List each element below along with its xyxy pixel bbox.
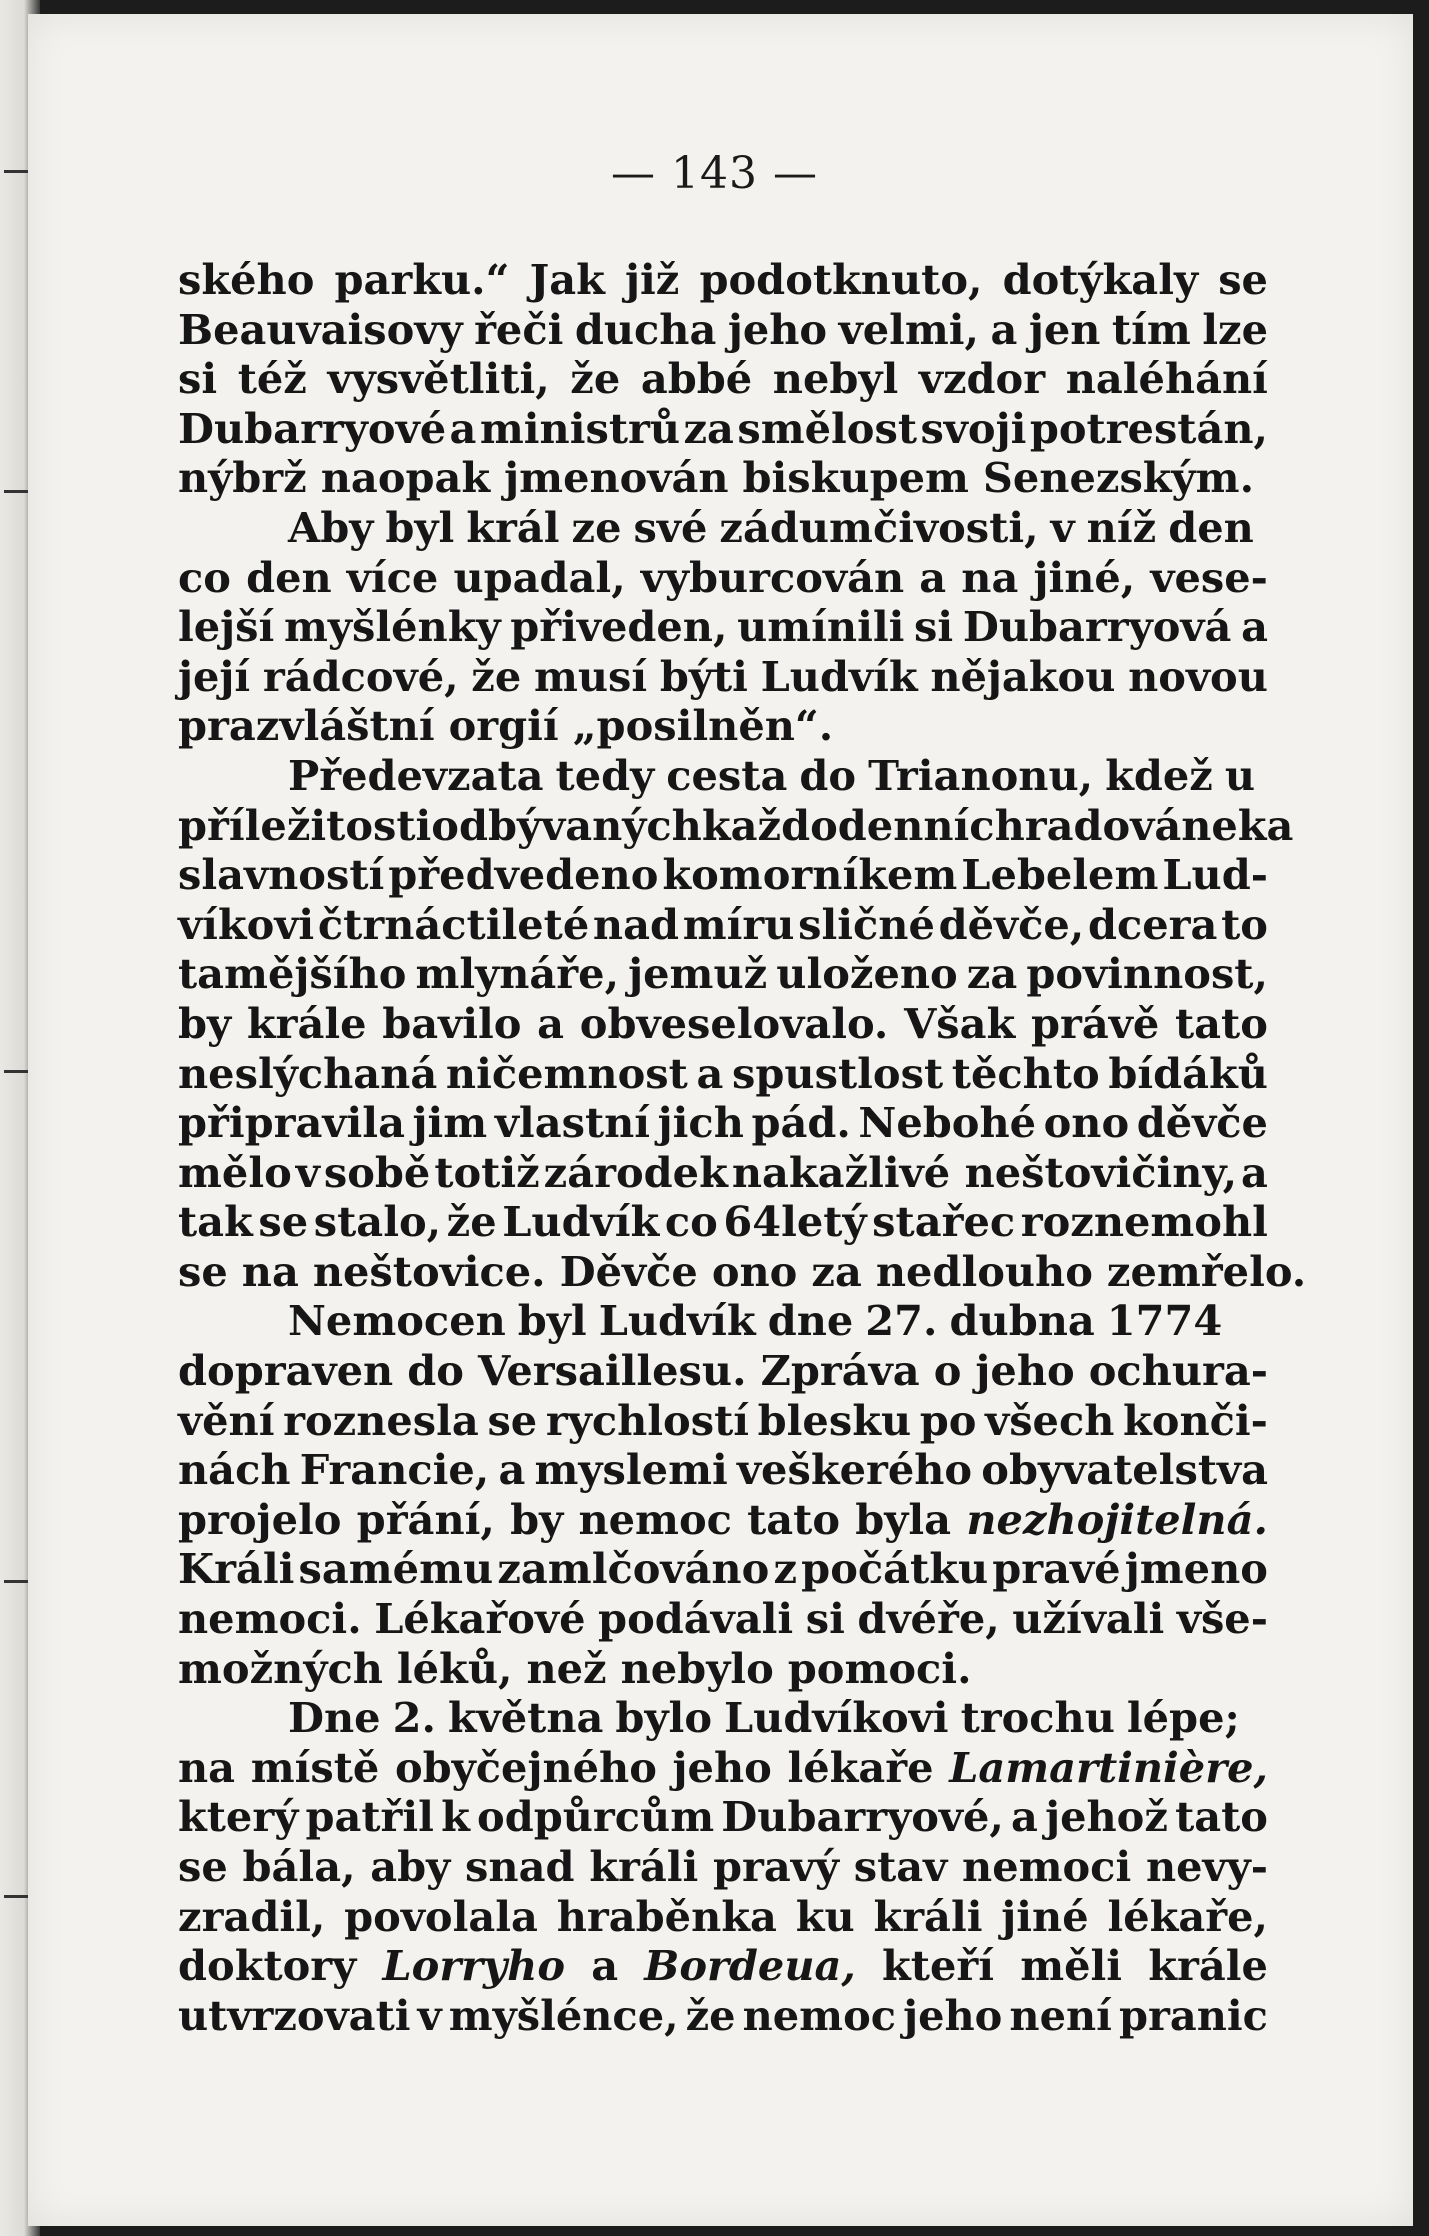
word: nad (592, 899, 680, 949)
word: ku (795, 1891, 855, 1941)
word: Děvče (559, 1246, 698, 1296)
text-line (178, 1396, 1268, 1446)
word: zradil, (178, 1891, 326, 1941)
word: biskupem (742, 453, 969, 503)
text-line (178, 1346, 1268, 1396)
word: v (417, 1990, 442, 2040)
word: každodenních (701, 800, 1025, 850)
word: samému (298, 1544, 494, 1594)
word: „posilněn“. (572, 701, 834, 751)
word: obveselovalo. (579, 998, 889, 1048)
word: jen (1028, 304, 1101, 354)
word: podotknuto, (699, 255, 983, 304)
text-line (178, 1941, 1268, 1991)
word: míru (682, 899, 795, 949)
text-line (178, 1544, 1268, 1594)
word: králi (873, 1891, 983, 1941)
text-line (178, 1098, 1268, 1148)
word: do (407, 1346, 464, 1396)
word: trochu (960, 1693, 1115, 1743)
word: se (178, 1842, 228, 1891)
word: Ludvík (502, 1197, 660, 1247)
word: spustlost (732, 1048, 944, 1098)
text-line (178, 701, 1268, 751)
word: a (591, 1941, 619, 1991)
word: naléhání (1065, 354, 1268, 404)
word: hraběnka (556, 1891, 777, 1941)
word: že (446, 1197, 497, 1247)
word: Ludvík (598, 1296, 756, 1346)
word: nýbrž (178, 453, 307, 503)
word: který (178, 1792, 299, 1842)
word: býti (659, 651, 748, 701)
word: sličné (798, 899, 935, 949)
word: za (966, 949, 1018, 999)
word: odpůrcům (477, 1792, 715, 1842)
word: Dubarryové (178, 403, 447, 453)
word: v (295, 1147, 320, 1197)
word: bídáků (1108, 1048, 1268, 1098)
word: aby (370, 1842, 451, 1891)
word: Senezským. (982, 453, 1255, 503)
word: by (178, 998, 232, 1048)
word: do (799, 750, 857, 800)
word: 1774 (1106, 1296, 1223, 1346)
word: jeho (975, 1346, 1075, 1396)
word: pranic (1118, 1990, 1268, 2040)
word: k (441, 1792, 470, 1842)
word: lékaře, (1107, 1891, 1268, 1941)
word: Trianonu, (868, 750, 1094, 800)
word: a (1266, 800, 1294, 850)
word: tím (1111, 304, 1191, 354)
word: byla (855, 1494, 952, 1544)
word: co (178, 552, 231, 602)
word: tato (747, 1494, 841, 1544)
word: a (498, 1445, 526, 1495)
word: počátku (801, 1544, 989, 1594)
word: přání, (356, 1494, 495, 1544)
word: bavilo (382, 998, 522, 1048)
text-line (178, 949, 1268, 999)
word: pravý (713, 1842, 839, 1891)
text-line (178, 1246, 1307, 1297)
text-line (178, 453, 1268, 503)
word: myšlénce, (448, 1990, 679, 2040)
word: za (811, 1246, 862, 1296)
word: parku.“ (334, 255, 510, 304)
text-line (178, 1644, 1268, 1694)
word: Lorryho (382, 1941, 566, 1991)
word: Lékařové (374, 1594, 586, 1644)
word: radovánek (1024, 800, 1267, 850)
word: prazvláštní (178, 701, 435, 751)
word: vese- (1150, 552, 1268, 602)
word: odbývaných (431, 800, 702, 850)
text-line (178, 1842, 1268, 1892)
word: víkovi (178, 899, 315, 949)
word: jiné (1001, 1891, 1089, 1941)
word: 27. (865, 1296, 938, 1346)
text-line (178, 1296, 1268, 1346)
word: vlastní (494, 1098, 651, 1148)
text-line (178, 305, 1268, 355)
word: Francie, (299, 1445, 490, 1495)
word: děvče (1136, 1098, 1268, 1148)
word: co (664, 1197, 718, 1247)
word: a (1241, 602, 1268, 652)
word: roznesla (283, 1395, 479, 1445)
word: vění (178, 1395, 275, 1445)
text-line (178, 1445, 1268, 1495)
word: a (919, 552, 947, 602)
word: nedlouho (875, 1246, 1093, 1296)
word: myšlénky (283, 602, 501, 652)
word: upadal, (453, 552, 626, 602)
word: lépe; (1126, 1693, 1240, 1743)
word: vysvětliti, (327, 354, 550, 404)
word: byl (517, 1296, 587, 1346)
word: že (471, 651, 522, 701)
word: nakažlivé neštovičiny, (731, 1147, 1238, 1197)
text-line (178, 404, 1268, 454)
word: stalo, (313, 1197, 442, 1247)
text-line (178, 900, 1268, 950)
word: ono (711, 1246, 798, 1296)
word: myslemi (534, 1445, 728, 1495)
word: po (919, 1395, 977, 1445)
word: pád. (751, 1098, 851, 1148)
text-line (178, 602, 1268, 652)
word: stařec (872, 1197, 1016, 1247)
word: tato (1175, 1792, 1268, 1842)
word: 64letý (723, 1197, 867, 1247)
word: utvrzovati (178, 1990, 411, 2040)
word: slavností (178, 850, 385, 900)
word: Však (904, 998, 1016, 1048)
word: Králi (178, 1544, 295, 1594)
word: Lud- (1162, 850, 1268, 900)
word: rádcové, (262, 651, 459, 701)
word: Ludvík (760, 651, 918, 701)
word: jich (657, 1098, 744, 1148)
word: Předevzata (288, 750, 544, 800)
word: připravila (178, 1098, 405, 1148)
word: blesku (757, 1395, 912, 1445)
word: král (466, 502, 560, 552)
word: konči- (1123, 1395, 1268, 1445)
word: že (570, 354, 621, 404)
word: dcera (1087, 899, 1218, 949)
word: stav (853, 1842, 948, 1891)
word: Bordeua, (644, 1941, 856, 1991)
word: již (625, 255, 680, 304)
word: se (487, 1395, 538, 1445)
word: si (914, 602, 954, 652)
word: ministrů (479, 403, 681, 453)
word: její (178, 651, 251, 701)
text-line (178, 255, 1268, 305)
word: Aby (288, 502, 374, 552)
word: více (346, 552, 439, 602)
word: orgií (448, 701, 559, 751)
word: pomoci. (787, 1643, 972, 1693)
word: tak (178, 1197, 253, 1247)
word: by (510, 1494, 564, 1544)
text-line (178, 800, 1294, 851)
word: jeho (903, 1990, 1003, 2040)
word: musí (533, 651, 648, 701)
word: v (1050, 502, 1075, 552)
word: jmenován (504, 453, 729, 503)
word: že (685, 1990, 736, 2040)
word: Ludvíkovi (724, 1693, 949, 1743)
word: komorníkem (662, 850, 958, 900)
word: na (961, 552, 1019, 602)
text-line (178, 553, 1268, 603)
word: a (1241, 1147, 1268, 1197)
word: 2. (392, 1693, 436, 1743)
word: a (696, 1048, 724, 1098)
word: zárodek (543, 1147, 728, 1197)
word: jiné, (1033, 552, 1136, 602)
word: není (1009, 1990, 1112, 2040)
word: dotýkaly (1002, 255, 1199, 304)
text-line (178, 1495, 1268, 1545)
word: a (537, 998, 565, 1048)
word: obyčejného (394, 1742, 657, 1792)
word: tato (1175, 998, 1268, 1048)
word: přiveden, (510, 602, 728, 652)
word: tamějšího (178, 949, 407, 999)
word: a (1011, 1792, 1038, 1842)
text-line (178, 751, 1268, 801)
text-line (178, 850, 1268, 900)
word: den (1168, 502, 1254, 552)
word: Dne (288, 1693, 381, 1743)
word: nemoc (742, 1990, 897, 2040)
word: zamlčováno (497, 1544, 770, 1594)
word: u (1224, 750, 1256, 800)
word: ze (571, 502, 622, 552)
page-number: — 143 — (611, 148, 818, 199)
word: čtrnáctileté (317, 899, 590, 949)
word: umínili (737, 602, 905, 652)
word: nemoc (578, 1494, 732, 1544)
word: roznemohl (1020, 1197, 1268, 1247)
text-line (178, 1892, 1268, 1942)
word: těchto (951, 1048, 1100, 1098)
word: o (933, 1346, 962, 1396)
word: a (990, 304, 1018, 354)
word: potrestán, (1029, 403, 1268, 453)
text-line (178, 1148, 1268, 1198)
word: Versaillesu. (477, 1346, 747, 1396)
text-line (178, 1197, 1268, 1247)
word: řeči (474, 304, 564, 354)
word: nevy- (1145, 1842, 1268, 1891)
word: léků, (396, 1643, 513, 1693)
word: děvče, (938, 899, 1085, 949)
word: Dubarryová (962, 602, 1232, 652)
word: na (178, 1742, 236, 1792)
text-line (178, 1792, 1268, 1842)
word: příležitosti (178, 800, 432, 850)
text-line (178, 652, 1268, 702)
word: vše- (1176, 1594, 1268, 1644)
word: podávali (598, 1594, 794, 1644)
word: tedy (555, 750, 655, 800)
text-line (178, 1743, 1268, 1793)
text-line (178, 1049, 1268, 1099)
word: svoji (920, 403, 1027, 453)
word: si (178, 354, 218, 404)
word: jeho (672, 1742, 772, 1792)
word: cesta (666, 750, 788, 800)
word: lékaře (787, 1742, 934, 1792)
body-text (178, 255, 1307, 2040)
word: králi (589, 1842, 699, 1891)
word: nebylo (620, 1643, 774, 1693)
word: Lebelem (961, 850, 1159, 900)
word: mělo (178, 1147, 292, 1197)
text-line (178, 1693, 1268, 1743)
text-line (178, 1594, 1268, 1644)
word: velmi, (838, 304, 980, 354)
word: sobě (323, 1147, 431, 1197)
word: právě (1031, 998, 1160, 1048)
word: kteří (882, 1941, 995, 1991)
word: předvedeno (388, 850, 659, 900)
word: nebyl (772, 354, 899, 404)
word: neštovice. (312, 1246, 546, 1296)
word: kdež (1105, 750, 1213, 800)
word: května (447, 1693, 604, 1743)
word: dubna (949, 1296, 1095, 1346)
word: a (449, 403, 477, 453)
word: naopak (320, 453, 491, 503)
word: Nemocen (288, 1296, 506, 1346)
word: bála, (242, 1842, 356, 1891)
word: ského (178, 255, 315, 304)
word: Jak (529, 255, 605, 304)
word: možných (178, 1643, 383, 1693)
text-line (178, 999, 1268, 1049)
word: den (246, 552, 332, 602)
word: zádumčivosti, (719, 502, 1039, 552)
word: vzdor (918, 354, 1046, 404)
word: Nebohé (858, 1098, 1037, 1148)
word: též (237, 354, 307, 404)
word: bylo (615, 1693, 712, 1743)
word: ono (1043, 1098, 1130, 1148)
word: krále (246, 998, 367, 1048)
word: abbé (640, 354, 753, 404)
word: vyburcován (640, 552, 905, 602)
word: měli (1020, 1941, 1123, 1991)
word: ducha (574, 304, 717, 354)
word: jemuž (628, 949, 768, 999)
word: neslýchaná (178, 1048, 438, 1098)
text-line (178, 354, 1268, 404)
word: Beauvaisovy (178, 304, 463, 354)
word: se (178, 1246, 228, 1296)
word: za (683, 403, 734, 453)
word: jehož (1045, 1792, 1168, 1842)
word: jeho (727, 304, 828, 354)
word: z (773, 1544, 798, 1594)
word: nách (178, 1445, 291, 1495)
word: své (633, 502, 708, 552)
word: nezhojitelná. (966, 1494, 1268, 1544)
word: užívali (1012, 1594, 1165, 1644)
word: novou (1128, 651, 1268, 701)
word: si (805, 1594, 845, 1644)
word: všech (985, 1395, 1115, 1445)
word: ochura- (1088, 1346, 1268, 1396)
word: dne (767, 1296, 854, 1346)
word: uloženo (776, 949, 958, 999)
word: doktory (178, 1941, 357, 1991)
word: nemoci (962, 1842, 1132, 1891)
word: patřil (305, 1792, 434, 1842)
word: byl (385, 502, 455, 552)
word: než (526, 1643, 607, 1693)
word: to (1221, 899, 1268, 949)
word: lejší (178, 602, 275, 652)
word: zemřelo. (1106, 1246, 1307, 1296)
word: pravé (992, 1544, 1121, 1594)
word: se (1218, 255, 1268, 304)
word: Lamartinière, (949, 1742, 1268, 1792)
word: povinnost, (1026, 949, 1268, 999)
word: snad (465, 1842, 575, 1891)
word: místě (250, 1742, 380, 1792)
word: veškerého (736, 1445, 973, 1495)
word: krále (1148, 1941, 1268, 1991)
word: nemoci. (178, 1594, 362, 1644)
word: na (241, 1246, 299, 1296)
word: projelo (178, 1494, 342, 1544)
text-line (178, 503, 1268, 553)
word: jmeno (1124, 1544, 1268, 1594)
word: jim (412, 1098, 488, 1148)
word: lze (1202, 304, 1268, 354)
word: obyvatelstva (981, 1445, 1268, 1495)
word: se (258, 1197, 309, 1247)
word: níž (1086, 502, 1157, 552)
word: Dubarryové, (721, 1792, 1004, 1842)
word: rychlostí (545, 1395, 750, 1445)
word: ničemnost (445, 1048, 688, 1098)
word: povolala (344, 1891, 538, 1941)
word: dopraven (178, 1346, 394, 1396)
word: smělost (737, 403, 918, 453)
word: Zpráva (760, 1346, 920, 1396)
word: mlynáře, (415, 949, 620, 999)
text-line (178, 1991, 1268, 2041)
word: nějakou (930, 651, 1116, 701)
word: dvéře, (857, 1594, 1000, 1644)
word: totiž (434, 1147, 540, 1197)
